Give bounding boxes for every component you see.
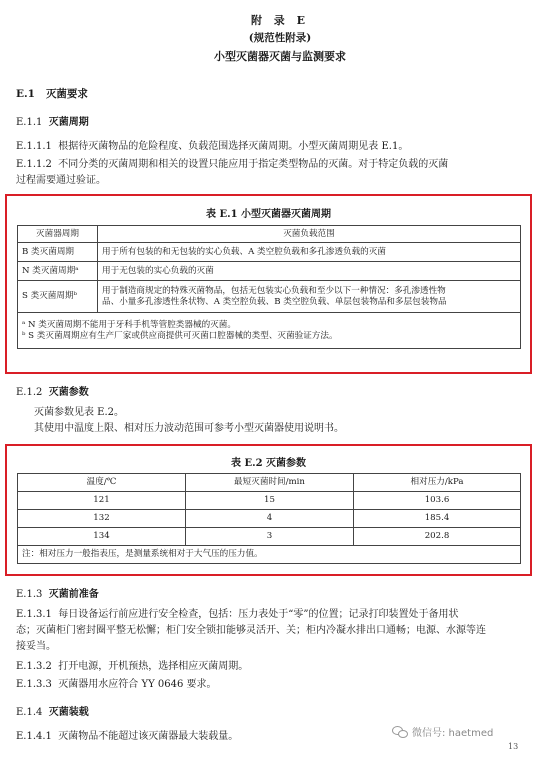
table-row: [18, 262, 521, 281]
table-e1-note-b: ᵇ S 类灭菌周期应有生产厂家或供应商提供可灭菌口腔器械的类型、灭菌验证方法。: [22, 330, 338, 341]
table-e2-header-pressure: 相对压力/kPa: [354, 474, 521, 492]
table-cell: B 类灭菌周期: [18, 243, 98, 262]
table-row: [18, 546, 521, 564]
section-e11: [16, 116, 89, 129]
table-cell: 3: [186, 528, 354, 546]
table-e2-header-temp: 温度/℃: [18, 474, 186, 492]
clause-e141-num: E.1.4.1: [16, 731, 52, 742]
table-e1-note-a: ᵃ N 类灭菌周期不能用于牙科手机等管腔类器械的灭菌。: [22, 319, 236, 330]
clause-e131-line3: 接妥当。: [16, 641, 56, 652]
clause-e132-num: E.1.3.2: [16, 661, 52, 672]
table-e1-caption: 表 E.1 小型灭菌器灭菌周期: [205, 209, 332, 220]
section-e12: [16, 386, 89, 399]
section-e14-title: 灭菌装载: [48, 707, 89, 718]
clause-e132-text: 打开电源，开机预热，选择相应灭菌周期。: [58, 661, 249, 672]
clause-e131: [16, 608, 459, 621]
page-number: 13: [508, 742, 519, 751]
table-row: [18, 492, 521, 510]
section-e13-title: 灭菌前准备: [48, 589, 99, 600]
table-row: [18, 528, 521, 546]
table-cell: 用于无包装的实心负载的灭菌: [98, 262, 521, 281]
clause-e141: [16, 730, 238, 743]
table-cell: 121: [18, 492, 186, 510]
clause-e112-text-line1: 不同分类的灭菌周期和相关的设置只能应用于指定类型物品的灭菌。对于特定负载的灭菌: [58, 159, 449, 170]
clause-e131-text-line1: 每日设备运行前应进行安全检查，包括：压力表处于“零”的位置；记录打印装置处于备用状: [58, 609, 459, 620]
section-e12-para1: 灭菌参数见表 E.2。: [34, 407, 125, 418]
table-row: [18, 226, 521, 243]
clause-e112-num: E.1.1.2: [16, 159, 52, 170]
table-e1-header-scope: 灭菌负载范围: [98, 226, 521, 243]
table-cell: 15: [186, 492, 354, 510]
section-e12-para2: 其使用中温度上限、相对压力波动范围可参考小型灭菌器使用说明书。: [34, 423, 344, 434]
table-row: [18, 474, 521, 492]
table-row: [18, 510, 521, 528]
table-cell: S 类灭菌周期ᵇ: [18, 281, 98, 313]
table-cell: [98, 281, 521, 313]
clause-e141-text: 灭菌物品不能超过该灭菌器最大装载量。: [58, 731, 239, 742]
clause-e111-num: E.1.1.1: [16, 141, 52, 152]
table-e2-caption: 表 E.2 灭菌参数: [230, 458, 307, 469]
watermark-text: 微信号: haetmed: [412, 728, 494, 739]
table-e2-highlight: [5, 444, 532, 576]
clause-e111-text: 根据待灭菌物品的危险程度、负载范围选择灭菌周期。小型灭菌周期见表 E.1。: [58, 141, 409, 152]
table-row: [18, 313, 521, 349]
table-e2: [17, 473, 521, 564]
clause-e133-num: E.1.3.3: [16, 679, 52, 690]
section-e14: [16, 706, 89, 719]
section-e12-title: 灭菌参数: [48, 387, 89, 398]
table-e2-header-time: 最短灭菌时间/min: [186, 474, 354, 492]
table-e1-highlight: [5, 194, 532, 374]
table-cell-line: 品、小量多孔渗透性条状物、A 类空腔负载、B 类空腔负载、单层包装物品和多层包装物品: [102, 296, 447, 307]
section-e11-title: 灭菌周期: [48, 117, 89, 128]
clause-e132: [16, 660, 248, 673]
table-e2-note: 注：相对压力一般指表压，是测量系统相对于大气压的压力值。: [18, 546, 521, 564]
appendix-title: 附 录 E: [250, 14, 310, 27]
table-cell-line: 用于制造商规定的特殊灭菌物品，包括无包装实心负载和至少以下一种情况：多孔渗透性物: [102, 285, 446, 296]
table-cell: 103.6: [354, 492, 521, 510]
table-cell: 132: [18, 510, 186, 528]
clause-e133: [16, 678, 217, 691]
table-row: [18, 281, 521, 313]
section-e13: [16, 588, 99, 601]
section-e11-num: E.1.1: [16, 117, 43, 128]
section-e14-num: E.1.4: [16, 707, 43, 718]
clause-e111: [16, 140, 408, 153]
clause-e112-line2: 过程需要通过验证。: [16, 175, 106, 186]
wechat-watermark: [392, 724, 493, 739]
section-e1-title: 灭菌要求: [45, 88, 88, 100]
table-row: [18, 243, 521, 262]
wechat-icon: [392, 726, 408, 738]
appendix-heading: 小型灭菌器灭菌与监测要求: [214, 50, 346, 63]
clause-e133-text: 灭菌器用水应符合 YY 0646 要求。: [58, 679, 217, 690]
table-e1-notes: [18, 313, 521, 349]
appendix-subtitle: (规范性附录): [248, 32, 312, 44]
table-cell: 185.4: [354, 510, 521, 528]
table-cell: 4: [186, 510, 354, 528]
table-e1-header-cycle: 灭菌器周期: [18, 226, 98, 243]
table-cell: N 类灭菌周期ᵃ: [18, 262, 98, 281]
table-cell: 134: [18, 528, 186, 546]
clause-e131-num: E.1.3.1: [16, 609, 52, 620]
clause-e131-line2: 态；灭菌柜门密封圈平整无松懈；柜门安全锁扣能够灵活开、关；柜内冷凝水排出口通畅；电源、水源等连: [16, 625, 486, 636]
table-e1: [17, 225, 521, 349]
section-e1-num: E.1: [16, 88, 35, 100]
table-cell: 202.8: [354, 528, 521, 546]
clause-e112: [16, 158, 448, 171]
table-cell: 用于所有包装的和无包装的实心负载、A 类空腔负载和多孔渗透负载的灭菌: [98, 243, 521, 262]
section-e12-num: E.1.2: [16, 387, 43, 398]
section-e13-num: E.1.3: [16, 589, 43, 600]
section-e1: [16, 88, 88, 101]
